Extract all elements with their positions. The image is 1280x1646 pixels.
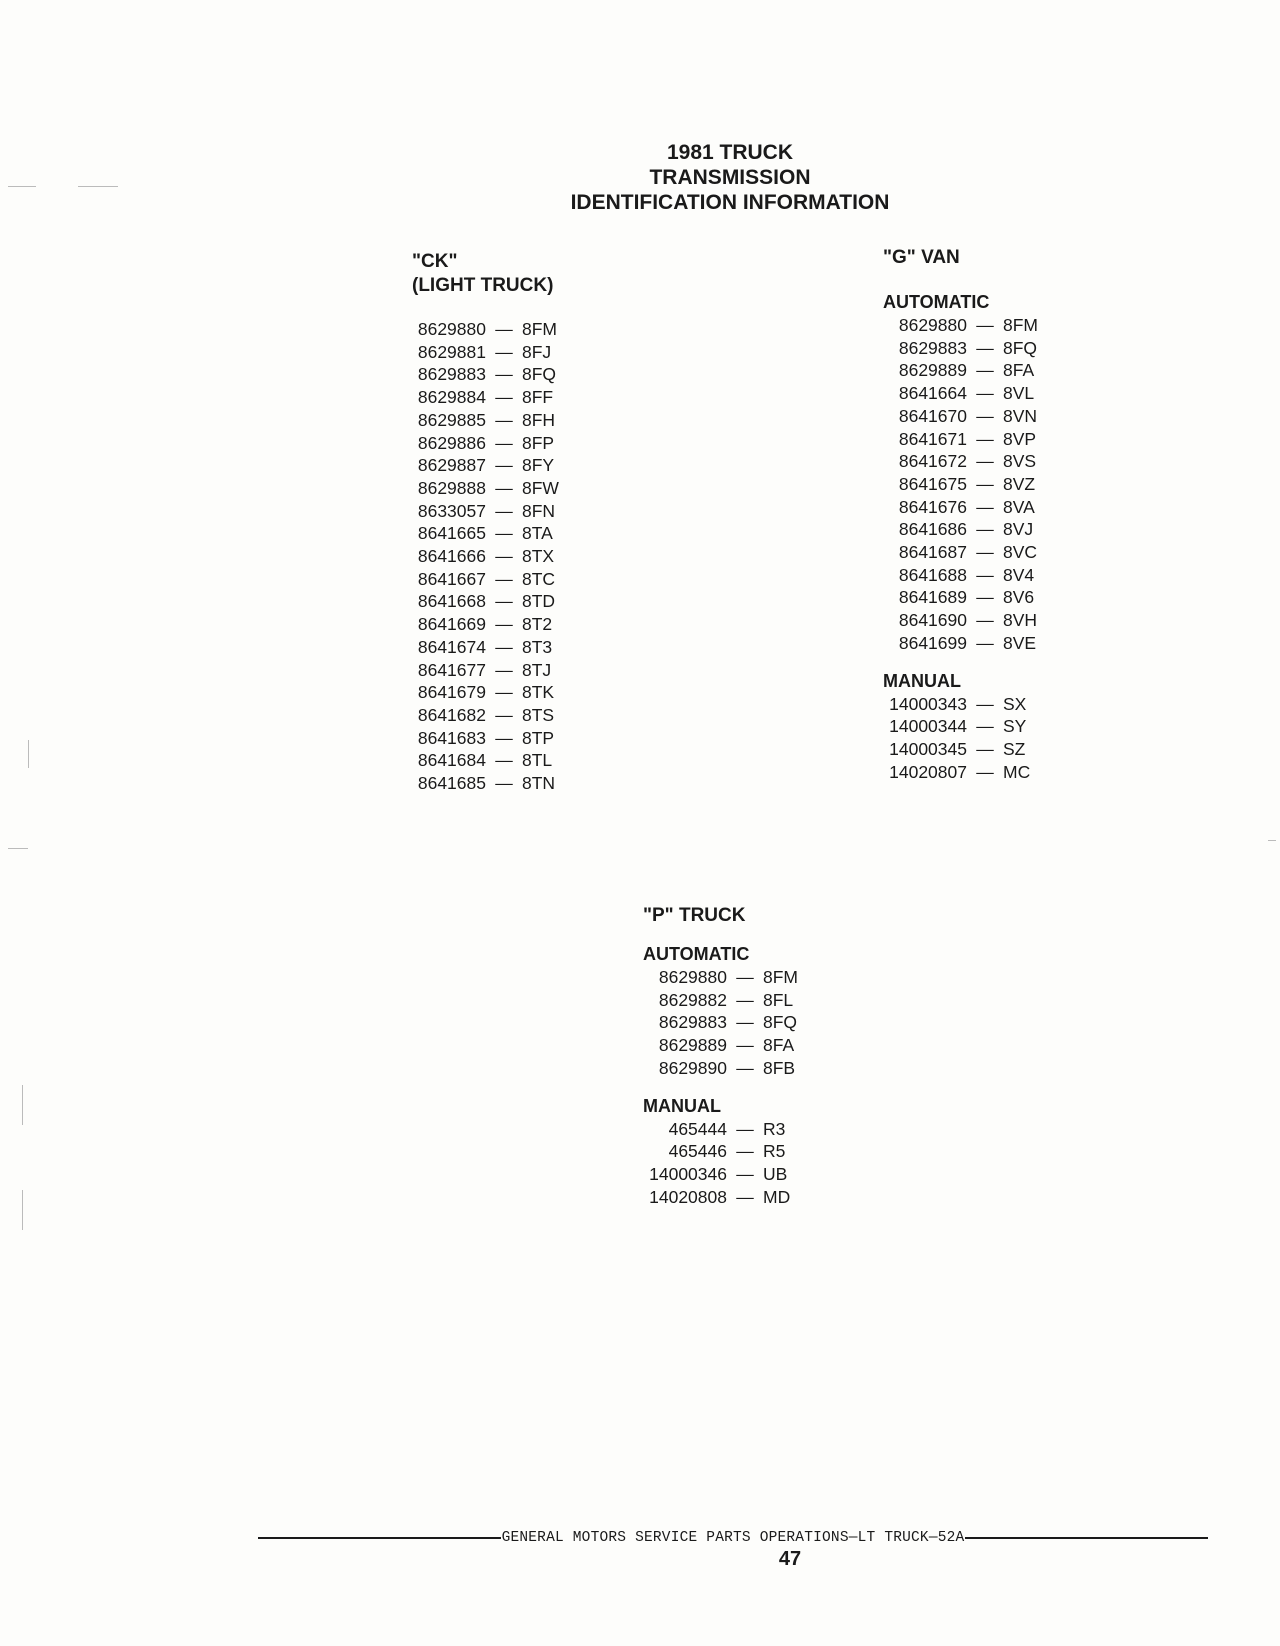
- transmission-code: 8VJ: [1003, 519, 1034, 540]
- part-number: 8641683: [417, 727, 486, 748]
- part-row: [643, 1186, 798, 1209]
- scan-mark: [78, 186, 118, 187]
- part-row: [412, 409, 559, 432]
- transmission-code: 8FA: [763, 1035, 795, 1056]
- part-row: [412, 704, 559, 727]
- transmission-code: R3: [763, 1118, 786, 1139]
- separator-dash: —: [495, 750, 513, 771]
- transmission-code: 8VP: [1003, 428, 1037, 449]
- part-row: [883, 428, 1038, 451]
- part-row: [643, 989, 798, 1012]
- part-row: [412, 681, 559, 704]
- transmission-code: 8TJ: [522, 659, 552, 680]
- separator-dash: —: [495, 387, 513, 408]
- part-number: 8629885: [417, 409, 486, 430]
- g-van-section: [883, 246, 1038, 783]
- transmission-code: 8FN: [522, 500, 556, 521]
- transmission-code: 8FF: [522, 387, 554, 408]
- part-row: [643, 1163, 798, 1186]
- footer-rule-right: [965, 1537, 1208, 1539]
- transmission-code: 8T2: [522, 614, 553, 635]
- separator-dash: —: [495, 409, 513, 430]
- part-number: 8641676: [898, 496, 967, 517]
- part-row: [412, 727, 559, 750]
- separator-dash: —: [976, 337, 994, 358]
- separator-dash: —: [736, 1057, 754, 1078]
- part-number: 8641687: [898, 542, 967, 563]
- scan-mark: [8, 848, 28, 849]
- scan-mark: [22, 1085, 23, 1125]
- part-row: [883, 405, 1038, 428]
- separator-dash: —: [495, 319, 513, 339]
- transmission-code: 8FM: [522, 319, 557, 339]
- transmission-code: 8V6: [1003, 587, 1035, 608]
- transmission-code: UB: [763, 1163, 788, 1184]
- part-number: 8641688: [898, 564, 967, 585]
- scan-mark: [28, 740, 29, 768]
- part-row: [412, 636, 559, 659]
- transmission-code: SY: [1003, 716, 1027, 737]
- transmission-code: 8VA: [1003, 496, 1035, 517]
- part-number: 8629883: [658, 1012, 727, 1033]
- transmission-code: 8V4: [1003, 564, 1035, 585]
- transmission-code: MD: [763, 1186, 791, 1207]
- separator-dash: —: [495, 455, 513, 476]
- transmission-code: 8TP: [522, 727, 555, 748]
- separator-dash: —: [976, 738, 994, 759]
- ptruck-automatic-list: [643, 966, 798, 1080]
- part-number: 8629882: [658, 989, 727, 1010]
- transmission-code: 8TS: [522, 704, 555, 725]
- separator-dash: —: [736, 1186, 754, 1207]
- separator-dash: —: [495, 523, 513, 544]
- separator-dash: —: [736, 1118, 754, 1139]
- part-row: [643, 1140, 798, 1163]
- scan-mark: [22, 1190, 23, 1230]
- scan-mark: [1268, 840, 1276, 841]
- transmission-code: 8FQ: [1003, 337, 1038, 358]
- transmission-code: 8TX: [522, 546, 555, 567]
- title-line-1: 1981 TRUCK: [666, 141, 794, 164]
- part-row: [883, 564, 1038, 587]
- separator-dash: —: [736, 1012, 754, 1033]
- part-row: [883, 738, 1038, 761]
- transmission-code: 8FP: [522, 432, 555, 453]
- separator-dash: —: [976, 405, 994, 426]
- part-number: 8629890: [658, 1057, 727, 1078]
- separator-dash: —: [976, 693, 994, 714]
- separator-dash: —: [736, 1163, 754, 1184]
- part-row: [412, 772, 559, 795]
- part-number: 14000344: [889, 716, 967, 737]
- separator-dash: —: [976, 383, 994, 404]
- part-row: [883, 382, 1038, 405]
- separator-dash: —: [495, 568, 513, 589]
- part-row: [412, 590, 559, 613]
- part-row: [883, 473, 1038, 496]
- separator-dash: —: [976, 360, 994, 381]
- part-number: 8641671: [898, 428, 967, 449]
- separator-dash: —: [976, 610, 994, 631]
- footer: [258, 1530, 1208, 1546]
- transmission-code: 8TL: [522, 750, 553, 771]
- page-title: [540, 140, 920, 215]
- part-number: 8629880: [898, 315, 967, 335]
- separator-dash: —: [976, 473, 994, 494]
- separator-dash: —: [736, 1141, 754, 1162]
- part-row: [412, 477, 559, 500]
- transmission-code: 8TA: [522, 523, 553, 544]
- separator-dash: —: [495, 727, 513, 748]
- separator-dash: —: [495, 364, 513, 385]
- transmission-code: 8TC: [522, 568, 556, 589]
- part-number: 465446: [668, 1141, 727, 1162]
- part-row: [883, 518, 1038, 541]
- part-number: 8633057: [417, 500, 486, 521]
- part-row: [883, 586, 1038, 609]
- transmission-code: 8FM: [1003, 315, 1038, 335]
- transmission-code: 8TD: [522, 591, 556, 612]
- part-row: [643, 966, 798, 989]
- part-row: [883, 359, 1038, 382]
- part-row: [412, 749, 559, 772]
- ptruck-manual-label: MANUAL: [643, 1095, 721, 1116]
- part-row: [643, 1034, 798, 1057]
- part-row: [412, 545, 559, 568]
- transmission-code: 8FB: [763, 1057, 796, 1078]
- part-number: 8641685: [417, 773, 486, 794]
- part-number: 8641690: [898, 610, 967, 631]
- transmission-code: 8VS: [1003, 451, 1037, 472]
- part-number: 8641665: [417, 523, 486, 544]
- separator-dash: —: [976, 496, 994, 517]
- separator-dash: —: [736, 989, 754, 1010]
- transmission-code: 8FY: [522, 455, 555, 476]
- separator-dash: —: [495, 659, 513, 680]
- separator-dash: —: [495, 704, 513, 725]
- separator-dash: —: [495, 591, 513, 612]
- separator-dash: —: [976, 564, 994, 585]
- footer-text: GENERAL MOTORS SERVICE PARTS OPERATIONS—LT TRUCK—52A: [501, 1530, 965, 1546]
- part-number: 8629883: [417, 364, 486, 385]
- separator-dash: —: [495, 546, 513, 567]
- part-row: [643, 1011, 798, 1034]
- part-number: 8629887: [417, 455, 486, 476]
- part-number: 8629889: [898, 360, 967, 381]
- part-number: 14000343: [889, 693, 967, 714]
- part-number: 8629888: [417, 477, 486, 498]
- part-number: 8629880: [417, 319, 486, 339]
- part-number: 8641679: [417, 682, 486, 703]
- part-row: [883, 632, 1038, 655]
- transmission-code: MC: [1003, 761, 1031, 782]
- part-number: 8641667: [417, 568, 486, 589]
- part-number: 8641675: [898, 473, 967, 494]
- part-number: 8641686: [898, 519, 967, 540]
- transmission-code: 8TN: [522, 773, 556, 794]
- transmission-code: 8FA: [1003, 360, 1035, 381]
- separator-dash: —: [976, 716, 994, 737]
- part-row: [883, 337, 1038, 360]
- part-row: [883, 609, 1038, 632]
- ptruck-automatic-label: AUTOMATIC: [643, 944, 750, 964]
- gvan-heading: "G" VAN: [883, 247, 960, 268]
- part-row: [883, 450, 1038, 473]
- part-row: [412, 613, 559, 636]
- part-number: 8641664: [898, 383, 967, 404]
- part-row: [412, 454, 559, 477]
- transmission-code: 8VZ: [1003, 473, 1036, 494]
- part-row: [412, 522, 559, 545]
- transmission-code: SZ: [1003, 738, 1026, 759]
- part-row: [412, 568, 559, 591]
- ck-list: [412, 318, 559, 795]
- part-number: 14000346: [649, 1163, 727, 1184]
- part-number: 8629883: [898, 337, 967, 358]
- transmission-code: 8FL: [763, 989, 794, 1010]
- separator-dash: —: [495, 500, 513, 521]
- separator-dash: —: [976, 542, 994, 563]
- transmission-code: 8VL: [1003, 383, 1035, 404]
- part-number: 14020808: [649, 1186, 727, 1207]
- part-number: 8641699: [898, 632, 967, 653]
- part-row: [883, 541, 1038, 564]
- part-row: [883, 761, 1038, 784]
- part-row: [412, 363, 559, 386]
- transmission-code: 8VN: [1003, 405, 1038, 426]
- transmission-code: 8FJ: [522, 341, 552, 362]
- transmission-code: 8FQ: [763, 1012, 798, 1033]
- transmission-code: 8FW: [522, 477, 559, 498]
- part-row: [412, 318, 559, 341]
- part-number: 8641684: [417, 750, 486, 771]
- transmission-code: 8VC: [1003, 542, 1038, 563]
- separator-dash: —: [495, 432, 513, 453]
- part-number: 14000345: [889, 738, 967, 759]
- part-number: 8629880: [658, 967, 727, 987]
- part-number: 8641682: [417, 704, 486, 725]
- gvan-automatic-label: AUTOMATIC: [883, 292, 990, 312]
- part-number: 8641670: [898, 405, 967, 426]
- part-number: 8641669: [417, 614, 486, 635]
- transmission-code: 8FM: [763, 967, 798, 987]
- separator-dash: —: [976, 632, 994, 653]
- separator-dash: —: [976, 761, 994, 782]
- part-row: [412, 386, 559, 409]
- part-row: [412, 659, 559, 682]
- separator-dash: —: [976, 451, 994, 472]
- part-number: 465444: [668, 1118, 727, 1139]
- page-number: 47: [778, 1548, 802, 1570]
- transmission-code: R5: [763, 1141, 786, 1162]
- part-row: [883, 496, 1038, 519]
- transmission-code: 8TK: [522, 682, 555, 703]
- title-line-3: IDENTIFICATION INFORMATION: [570, 191, 890, 214]
- transmission-code: 8FQ: [522, 364, 557, 385]
- part-number: 8641672: [898, 451, 967, 472]
- p-truck-section: [643, 904, 798, 1208]
- part-row: [883, 693, 1038, 716]
- part-row: [412, 432, 559, 455]
- scan-mark: [8, 186, 36, 187]
- separator-dash: —: [976, 315, 994, 335]
- part-number: 8641677: [417, 659, 486, 680]
- part-row: [883, 715, 1038, 738]
- separator-dash: —: [976, 519, 994, 540]
- part-row: [643, 1118, 798, 1141]
- part-row: [412, 500, 559, 523]
- transmission-code: 8VH: [1003, 610, 1038, 631]
- part-number: 8641666: [417, 546, 486, 567]
- footer-rule-left: [258, 1537, 501, 1539]
- ck-subheading: (LIGHT TRUCK): [412, 275, 554, 296]
- part-number: 8641668: [417, 591, 486, 612]
- separator-dash: —: [495, 477, 513, 498]
- separator-dash: —: [736, 967, 754, 987]
- transmission-code: 8FH: [522, 409, 556, 430]
- title-line-2: TRANSMISSION: [649, 166, 811, 189]
- separator-dash: —: [976, 428, 994, 449]
- separator-dash: —: [736, 1035, 754, 1056]
- separator-dash: —: [495, 341, 513, 362]
- part-row: [412, 341, 559, 364]
- part-row: [643, 1057, 798, 1080]
- separator-dash: —: [495, 614, 513, 635]
- part-number: 8629886: [417, 432, 486, 453]
- gvan-manual-list: [883, 693, 1038, 784]
- separator-dash: —: [495, 682, 513, 703]
- ck-heading: "CK": [412, 251, 458, 272]
- part-number: 8629884: [417, 387, 486, 408]
- part-row: [883, 314, 1038, 337]
- part-number: 8641674: [417, 636, 486, 657]
- ck-light-truck-section: [412, 250, 559, 795]
- transmission-code: 8T3: [522, 636, 553, 657]
- part-number: 14020807: [889, 761, 967, 782]
- separator-dash: —: [495, 636, 513, 657]
- part-number: 8629881: [417, 341, 486, 362]
- ptruck-heading: "P" TRUCK: [643, 905, 746, 926]
- gvan-automatic-list: [883, 314, 1038, 655]
- ptruck-manual-list: [643, 1118, 798, 1209]
- transmission-code: SX: [1003, 693, 1027, 714]
- separator-dash: —: [976, 587, 994, 608]
- gvan-manual-label: MANUAL: [883, 670, 961, 691]
- part-number: 8641689: [898, 587, 967, 608]
- separator-dash: —: [495, 773, 513, 794]
- transmission-code: 8VE: [1003, 632, 1037, 653]
- part-number: 8629889: [658, 1035, 727, 1056]
